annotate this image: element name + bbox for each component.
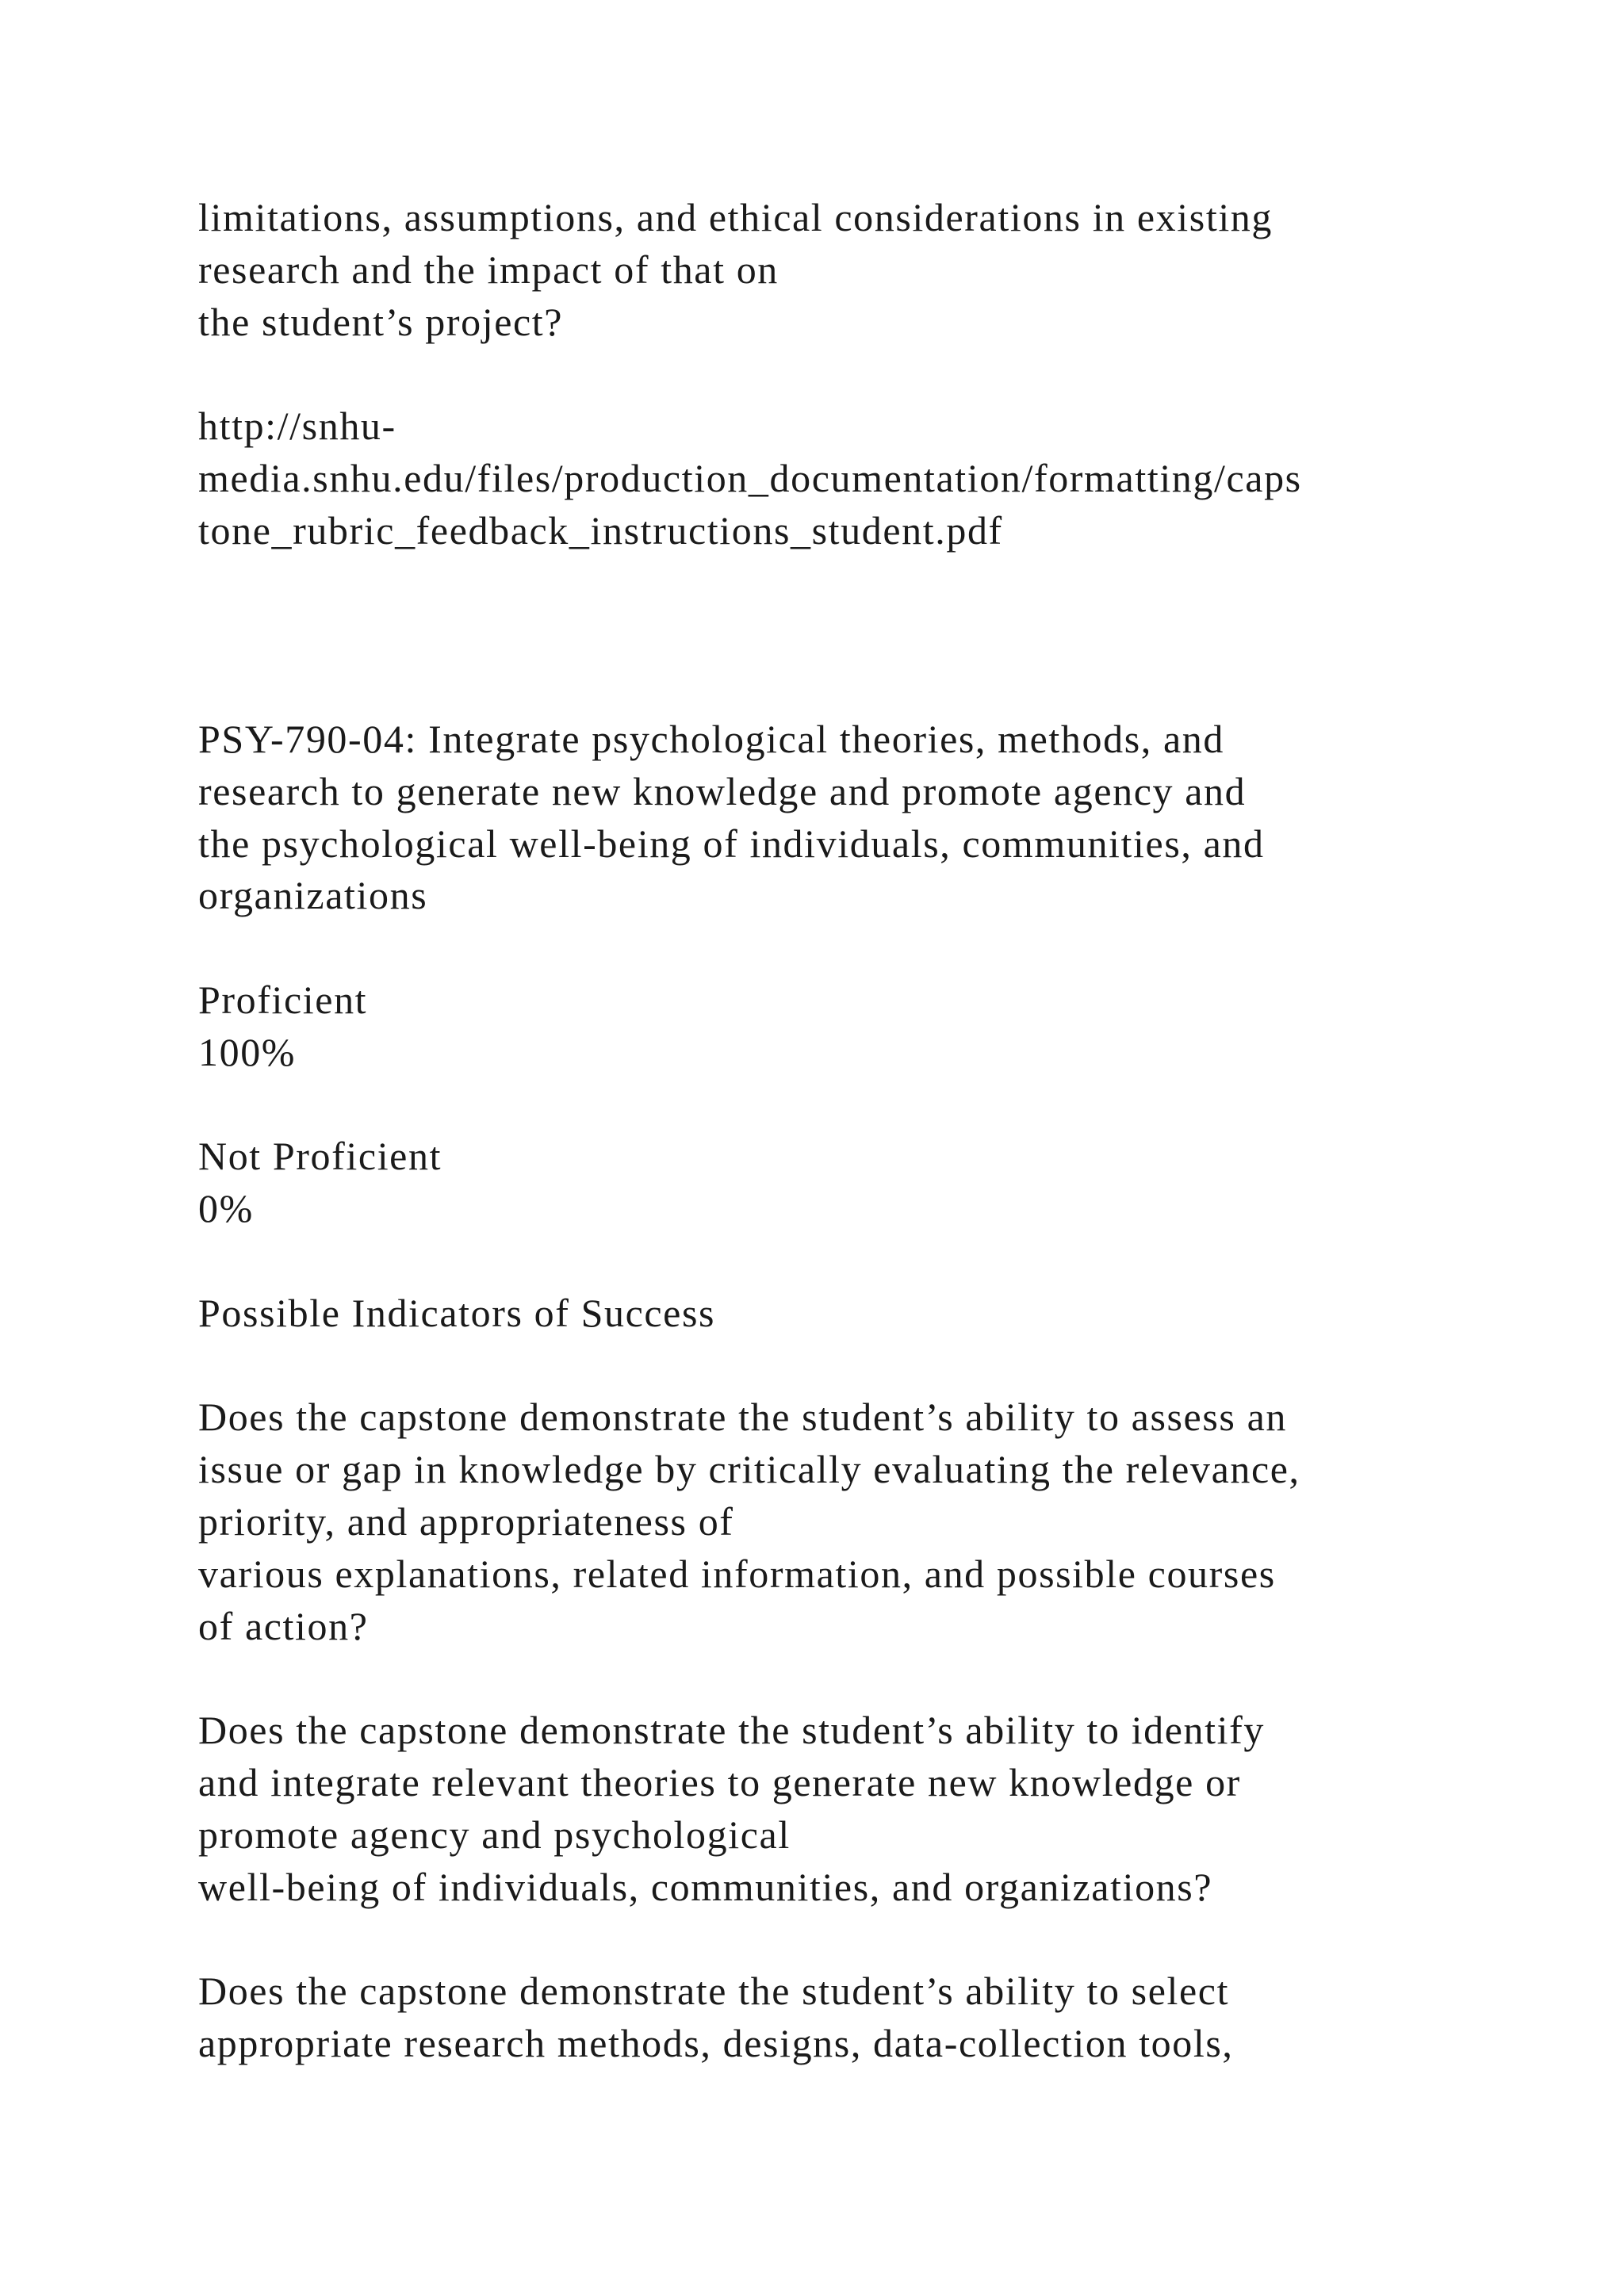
text-line: limitations, assumptions, and ethical considerations in existing <box>198 195 1274 239</box>
not-proficient-block <box>198 1131 1546 1235</box>
link-line[interactable]: tone_rubric_feedback_instructions_student.pdf <box>198 507 1003 553</box>
criterion-heading <box>198 714 1546 922</box>
proficient-block <box>198 974 1546 1079</box>
text-line: priority, and appropriateness of <box>198 1498 734 1544</box>
intro-paragraph <box>198 192 1546 348</box>
text-line: various explanations, related information, and possible courses <box>198 1551 1276 1596</box>
text-line: research to generate new knowledge and promote agency and <box>198 768 1247 813</box>
indicator-paragraph <box>198 1705 1546 1913</box>
text-line: Does the capstone demonstrate the student’s ability to select <box>198 1969 1230 2014</box>
proficient-label: Proficient <box>198 977 368 1022</box>
text-line: promote agency and psychological <box>198 1812 791 1857</box>
text-line: research and the impact of that on <box>198 247 779 292</box>
text-line: issue or gap in knowledge by critically evaluating the relevance, <box>198 1447 1300 1492</box>
link-line[interactable]: media.snhu.edu/files/production_documentation/formatting/caps <box>198 455 1302 500</box>
rubric-link[interactable] <box>198 400 1546 557</box>
text-line: appropriate research methods, designs, data-collection tools, <box>198 2020 1234 2065</box>
indicators-heading: Possible Indicators of Success <box>198 1290 716 1335</box>
text-line: well-being of individuals, communities, and organizations? <box>198 1864 1213 1909</box>
text-line: the psychological well-being of individuals, communities, and <box>198 821 1265 866</box>
not-proficient-value: 0% <box>198 1186 254 1231</box>
indicator-paragraph <box>198 1965 1546 2070</box>
document-page <box>198 192 1546 2070</box>
text-line: of action? <box>198 1603 369 1648</box>
text-line: Does the capstone demonstrate the student’s ability to identify <box>198 1708 1265 1753</box>
text-line: the student’s project? <box>198 299 564 344</box>
text-line: PSY-790-04: Integrate psychological theories, methods, and <box>198 716 1224 761</box>
text-line: and integrate relevant theories to generate new knowledge or <box>198 1759 1241 1804</box>
link-line[interactable]: http://snhu- <box>198 404 396 449</box>
text-line: Does the capstone demonstrate the student’s ability to assess an <box>198 1395 1287 1440</box>
proficient-value: 100% <box>198 1029 297 1074</box>
text-line: organizations <box>198 873 428 918</box>
indicator-paragraph <box>198 1391 1546 1652</box>
not-proficient-label: Not Proficient <box>198 1134 442 1179</box>
